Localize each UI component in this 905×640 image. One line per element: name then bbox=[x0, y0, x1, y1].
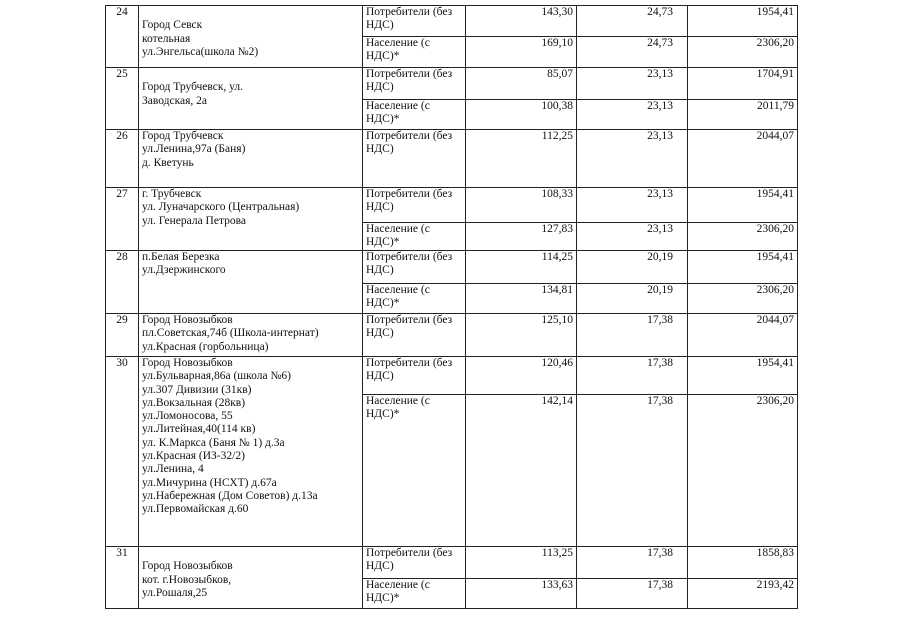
category-line: НДС) bbox=[366, 559, 394, 572]
consumer-category bbox=[363, 547, 466, 579]
row-number: 31 bbox=[106, 547, 139, 609]
tariff-value-3: 2306,20 bbox=[688, 223, 798, 251]
consumer-category bbox=[363, 395, 466, 547]
row-number: 27 bbox=[106, 188, 139, 251]
tariff-value-2: 20,19 bbox=[577, 284, 688, 314]
category-line: Население (с bbox=[366, 223, 430, 235]
address-line bbox=[142, 547, 359, 560]
address-cell bbox=[139, 314, 363, 357]
address-line: Город Севск bbox=[142, 19, 203, 32]
category-line: НДС) bbox=[366, 200, 394, 213]
tariff-value-1: 100,38 bbox=[466, 100, 577, 130]
address-line: ул.Вокзальная (28кв) bbox=[142, 396, 246, 409]
tariff-value-1: 143,30 bbox=[466, 6, 577, 37]
category-line: Потребители (без bbox=[366, 68, 453, 80]
category-line: НДС) bbox=[366, 263, 394, 276]
tariff-value-1: 108,33 bbox=[466, 188, 577, 223]
address-line: ул.Красная (горбольница) bbox=[142, 340, 269, 353]
address-line: Город Новозыбков bbox=[142, 560, 233, 573]
tariff-value-1: 142,14 bbox=[466, 395, 577, 547]
address-line: ул.Ломоносова, 55 bbox=[142, 410, 233, 423]
consumer-category bbox=[363, 314, 466, 357]
address-line: Заводская, 2а bbox=[142, 94, 208, 107]
address-cell bbox=[139, 6, 363, 68]
tariff-value-2: 23,13 bbox=[577, 188, 688, 223]
tariff-value-1: 125,10 bbox=[466, 314, 577, 357]
table-row bbox=[106, 251, 798, 284]
tariff-value-3: 2011,79 bbox=[688, 100, 798, 130]
consumer-category bbox=[363, 357, 466, 395]
address-line: Город Новозыбков bbox=[142, 314, 233, 326]
category-line: Население (с bbox=[366, 284, 430, 296]
tariff-value-3: 2193,42 bbox=[688, 579, 798, 609]
category-line: Потребители (без bbox=[366, 357, 453, 369]
consumer-category bbox=[363, 100, 466, 130]
address-line bbox=[142, 68, 359, 81]
category-line: НДС)* bbox=[366, 235, 400, 248]
consumer-category bbox=[363, 130, 466, 188]
tariff-value-1: 169,10 bbox=[466, 37, 577, 68]
address-cell bbox=[139, 130, 363, 188]
tariff-value-2: 23,13 bbox=[577, 130, 688, 188]
consumer-category bbox=[363, 6, 466, 37]
address-line: ул.Ленина,97а (Баня) bbox=[142, 143, 246, 156]
tariff-value-1: 114,25 bbox=[466, 251, 577, 284]
tariff-value-3: 2306,20 bbox=[688, 395, 798, 547]
tariff-value-3: 1954,41 bbox=[688, 357, 798, 395]
tariff-table bbox=[105, 5, 798, 609]
tariff-value-1: 120,46 bbox=[466, 357, 577, 395]
tariff-value-3: 2306,20 bbox=[688, 284, 798, 314]
tariff-value-1: 127,83 bbox=[466, 223, 577, 251]
address-line: ул.307 Дивизии (31кв) bbox=[142, 383, 252, 396]
category-line: Население (с bbox=[366, 37, 430, 49]
address-line: Город Трубчевск bbox=[142, 130, 224, 142]
category-line: Население (с bbox=[366, 579, 430, 591]
address-cell bbox=[139, 251, 363, 314]
address-line bbox=[142, 6, 359, 19]
address-line: ул. К.Маркса (Баня № 1) д.3а bbox=[142, 436, 285, 449]
category-line: НДС)* bbox=[366, 591, 400, 604]
row-number: 29 bbox=[106, 314, 139, 357]
category-line: НДС)* bbox=[366, 112, 400, 125]
address-line: д. Кветунь bbox=[142, 156, 194, 169]
category-line: НДС) bbox=[366, 142, 394, 155]
category-line: НДС) bbox=[366, 18, 394, 31]
address-line: ул. Луначарского (Центральная) bbox=[142, 201, 300, 214]
address-line: кот. г.Новозыбков, bbox=[142, 573, 232, 586]
tariff-value-2: 23,13 bbox=[577, 223, 688, 251]
category-line: Население (с bbox=[366, 100, 430, 112]
category-line: Потребители (без bbox=[366, 130, 453, 142]
address-line: г. Трубчевск bbox=[142, 188, 202, 200]
address-line: Город Новозыбков bbox=[142, 357, 233, 369]
category-line: НДС)* bbox=[366, 296, 400, 309]
tariff-value-2: 24,73 bbox=[577, 37, 688, 68]
row-number: 26 bbox=[106, 130, 139, 188]
row-number: 28 bbox=[106, 251, 139, 314]
tariff-value-2: 17,38 bbox=[577, 357, 688, 395]
address-line: ул.Литейная,40(114 кв) bbox=[142, 423, 256, 436]
tariff-value-3: 2044,07 bbox=[688, 130, 798, 188]
address-cell bbox=[139, 188, 363, 251]
tariff-value-1: 113,25 bbox=[466, 547, 577, 579]
address-line: ул.Первомайская д.60 bbox=[142, 503, 249, 516]
tariff-value-1: 112,25 bbox=[466, 130, 577, 188]
address-line: Город Трубчевск, ул. bbox=[142, 81, 244, 94]
tariff-value-2: 17,38 bbox=[577, 314, 688, 357]
tariff-value-2: 17,38 bbox=[577, 395, 688, 547]
consumer-category bbox=[363, 188, 466, 223]
tariff-value-3: 1954,41 bbox=[688, 251, 798, 284]
address-line: п.Белая Березка bbox=[142, 251, 220, 263]
tariff-value-2: 23,13 bbox=[577, 68, 688, 100]
table-row bbox=[106, 188, 798, 223]
table-row bbox=[106, 314, 798, 357]
consumer-category bbox=[363, 223, 466, 251]
address-line: ул.Бульварная,86а (школа №6) bbox=[142, 370, 291, 383]
category-line: Потребители (без bbox=[366, 314, 453, 326]
category-line: НДС)* bbox=[366, 49, 400, 62]
row-number: 24 bbox=[106, 6, 139, 68]
tariff-value-1: 133,63 bbox=[466, 579, 577, 609]
tariff-value-1: 85,07 bbox=[466, 68, 577, 100]
tariff-value-3: 1704,91 bbox=[688, 68, 798, 100]
tariff-value-3: 2306,20 bbox=[688, 37, 798, 68]
category-line: НДС) bbox=[366, 326, 394, 339]
tariff-value-2: 17,38 bbox=[577, 547, 688, 579]
category-line: Потребители (без bbox=[366, 547, 453, 559]
tariff-value-3: 2044,07 bbox=[688, 314, 798, 357]
address-line: ул. Генерала Петрова bbox=[142, 214, 246, 227]
address-line: ул.Энгельса(школа №2) bbox=[142, 45, 259, 58]
category-line: Потребители (без bbox=[366, 188, 453, 200]
tariff-value-2: 24,73 bbox=[577, 6, 688, 37]
tariff-table-body bbox=[106, 6, 798, 609]
row-number: 25 bbox=[106, 68, 139, 130]
tariff-value-2: 17,38 bbox=[577, 579, 688, 609]
address-line: котельная bbox=[142, 32, 191, 45]
address-line: ул.Красная (ИЗ-32/2) bbox=[142, 450, 245, 463]
address-line: ул.Набережная (Дом Советов) д.13а bbox=[142, 489, 318, 502]
table-row bbox=[106, 6, 798, 37]
address-line: ул.Мичурина (НСХТ) д.67а bbox=[142, 476, 277, 489]
consumer-category bbox=[363, 579, 466, 609]
tariff-value-2: 23,13 bbox=[577, 100, 688, 130]
tariff-value-2: 20,19 bbox=[577, 251, 688, 284]
table-row bbox=[106, 547, 798, 579]
table-row bbox=[106, 68, 798, 100]
address-line: ул.Ленина, 4 bbox=[142, 463, 204, 476]
category-line: Потребители (без bbox=[366, 251, 453, 263]
address-line: ул.Рошаля,25 bbox=[142, 586, 208, 599]
consumer-category bbox=[363, 284, 466, 314]
category-line: НДС)* bbox=[366, 407, 400, 420]
category-line: Население (с bbox=[366, 395, 430, 407]
row-number: 30 bbox=[106, 357, 139, 547]
tariff-value-3: 1858,83 bbox=[688, 547, 798, 579]
address-cell bbox=[139, 547, 363, 609]
category-line: Потребители (без bbox=[366, 6, 453, 18]
tariff-value-3: 1954,41 bbox=[688, 6, 798, 37]
tariff-value-1: 134,81 bbox=[466, 284, 577, 314]
address-line: пл.Советская,74б (Школа-интернат) bbox=[142, 327, 319, 340]
table-row bbox=[106, 357, 798, 395]
consumer-category bbox=[363, 251, 466, 284]
consumer-category bbox=[363, 37, 466, 68]
address-line: ул.Дзержинского bbox=[142, 264, 226, 277]
consumer-category bbox=[363, 68, 466, 100]
category-line: НДС) bbox=[366, 80, 394, 93]
address-cell bbox=[139, 68, 363, 130]
table-row bbox=[106, 130, 798, 188]
category-line: НДС) bbox=[366, 369, 394, 382]
address-cell bbox=[139, 357, 363, 547]
tariff-value-3: 1954,41 bbox=[688, 188, 798, 223]
